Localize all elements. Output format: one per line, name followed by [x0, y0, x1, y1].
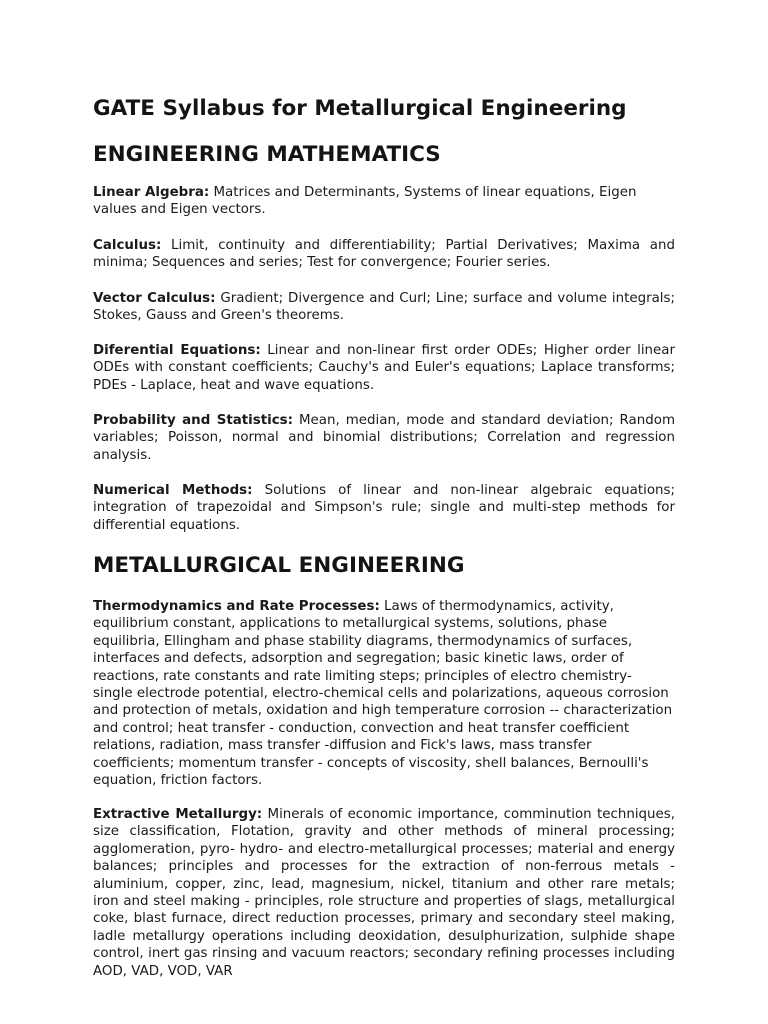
topic-thermodynamics-and-rate-processes: [93, 598, 675, 789]
topic-text: Gradient; Divergence and Curl; Line; surface and volume integrals; Stokes, Gauss and Green's theorems.: [93, 291, 676, 324]
topic-text: Mean, median, mode and standard deviation; Random variables; Poisson, normal and binomial distributions; Correlation and regression analysis.: [93, 413, 675, 463]
topic-text: Limit, continuity and differentiability; Partial Derivatives; Maxima and minima; Sequences and series; Test for convergence; Fourier series.: [93, 238, 675, 271]
topic-term: Linear Algebra:: [93, 185, 210, 200]
topic-term: Thermodynamics and Rate Processes:: [93, 599, 380, 614]
topic-text: Minerals of economic importance, comminution techniques, size classification, Flotation, gravity and other methods of mineral processing; agglomeration, pyro- hydro- and electro-metallurgical processes; material and energy balances; principles and processes for the extraction of non-ferrous metals - aluminium, copper, zinc, lead, magnesium, nickel, titanium and other rare metals; iron and steel making - principles, role structure and properties of slags, metallurgical coke, blast furnace, direct reduction processes, primary and secondary steel making, ladle metallurgy operations including deoxidation, desulphurization, sulphide shape control, inert gas rinsing and vacuum reactors; secondary refining processes including AOD, VAD, VOD, VAR: [93, 807, 675, 979]
topic-vector-calculus: [93, 290, 675, 325]
topic-term: Vector Calculus:: [93, 291, 216, 306]
section-heading-engineering-mathematics: ENGINEERING MATHEMATICS: [93, 142, 441, 167]
topic-extractive-metallurgy: [93, 806, 675, 980]
topic-text: Solutions of linear and non-linear algebraic equations; integration of trapezoidal and Simpson's rule; single and multi-step methods for differential equations.: [93, 483, 675, 533]
section-heading-metallurgical-engineering: METALLURGICAL ENGINEERING: [93, 553, 465, 578]
document-title: GATE Syllabus for Metallurgical Engineering: [93, 96, 627, 121]
topic-linear-algebra: [93, 184, 675, 219]
topic-differential-equations: [93, 342, 675, 394]
topic-numerical-methods: [93, 482, 675, 534]
topic-term: Extractive Metallurgy:: [93, 807, 263, 822]
topic-text: Linear and non-linear first order ODEs; Higher order linear ODEs with constant coefficients; Cauchy's and Euler's equations; Laplace transforms; PDEs - Laplace, heat and wave equations.: [93, 343, 675, 393]
topic-text: Laws of thermodynamics, activity, equilibrium constant, applications to metallurgical systems, solutions, phase equilibria, Ellingham and phase stability diagrams, thermodynamics of surfaces, interfaces and defects, adsorption and segregation; basic kinetic laws, order of reactions, rate constants and rate limiting steps; principles of electro chemistry- single electrode potential, electro-chemical cells and polarizations, aqueous corrosion and protection of metals, oxidation and high temperature corrosion -- characterization and control; heat transfer - conduction, convection and heat transfer coefficient relations, radiation, mass transfer -diffusion and Fick's laws, mass transfer coefficients; momentum transfer - concepts of viscosity, shell balances, Bernoulli's equation, friction factors.: [93, 599, 673, 789]
topic-calculus: [93, 237, 675, 272]
topic-text: Matrices and Determinants, Systems of linear equations, Eigen values and Eigen vectors.: [93, 185, 637, 218]
topic-term: Calculus:: [93, 238, 162, 253]
topic-probability-and-statistics: [93, 412, 675, 464]
topic-term: Numerical Methods:: [93, 483, 253, 498]
topic-term: Probability and Statistics:: [93, 413, 293, 428]
topic-term: Diferential Equations:: [93, 343, 261, 358]
